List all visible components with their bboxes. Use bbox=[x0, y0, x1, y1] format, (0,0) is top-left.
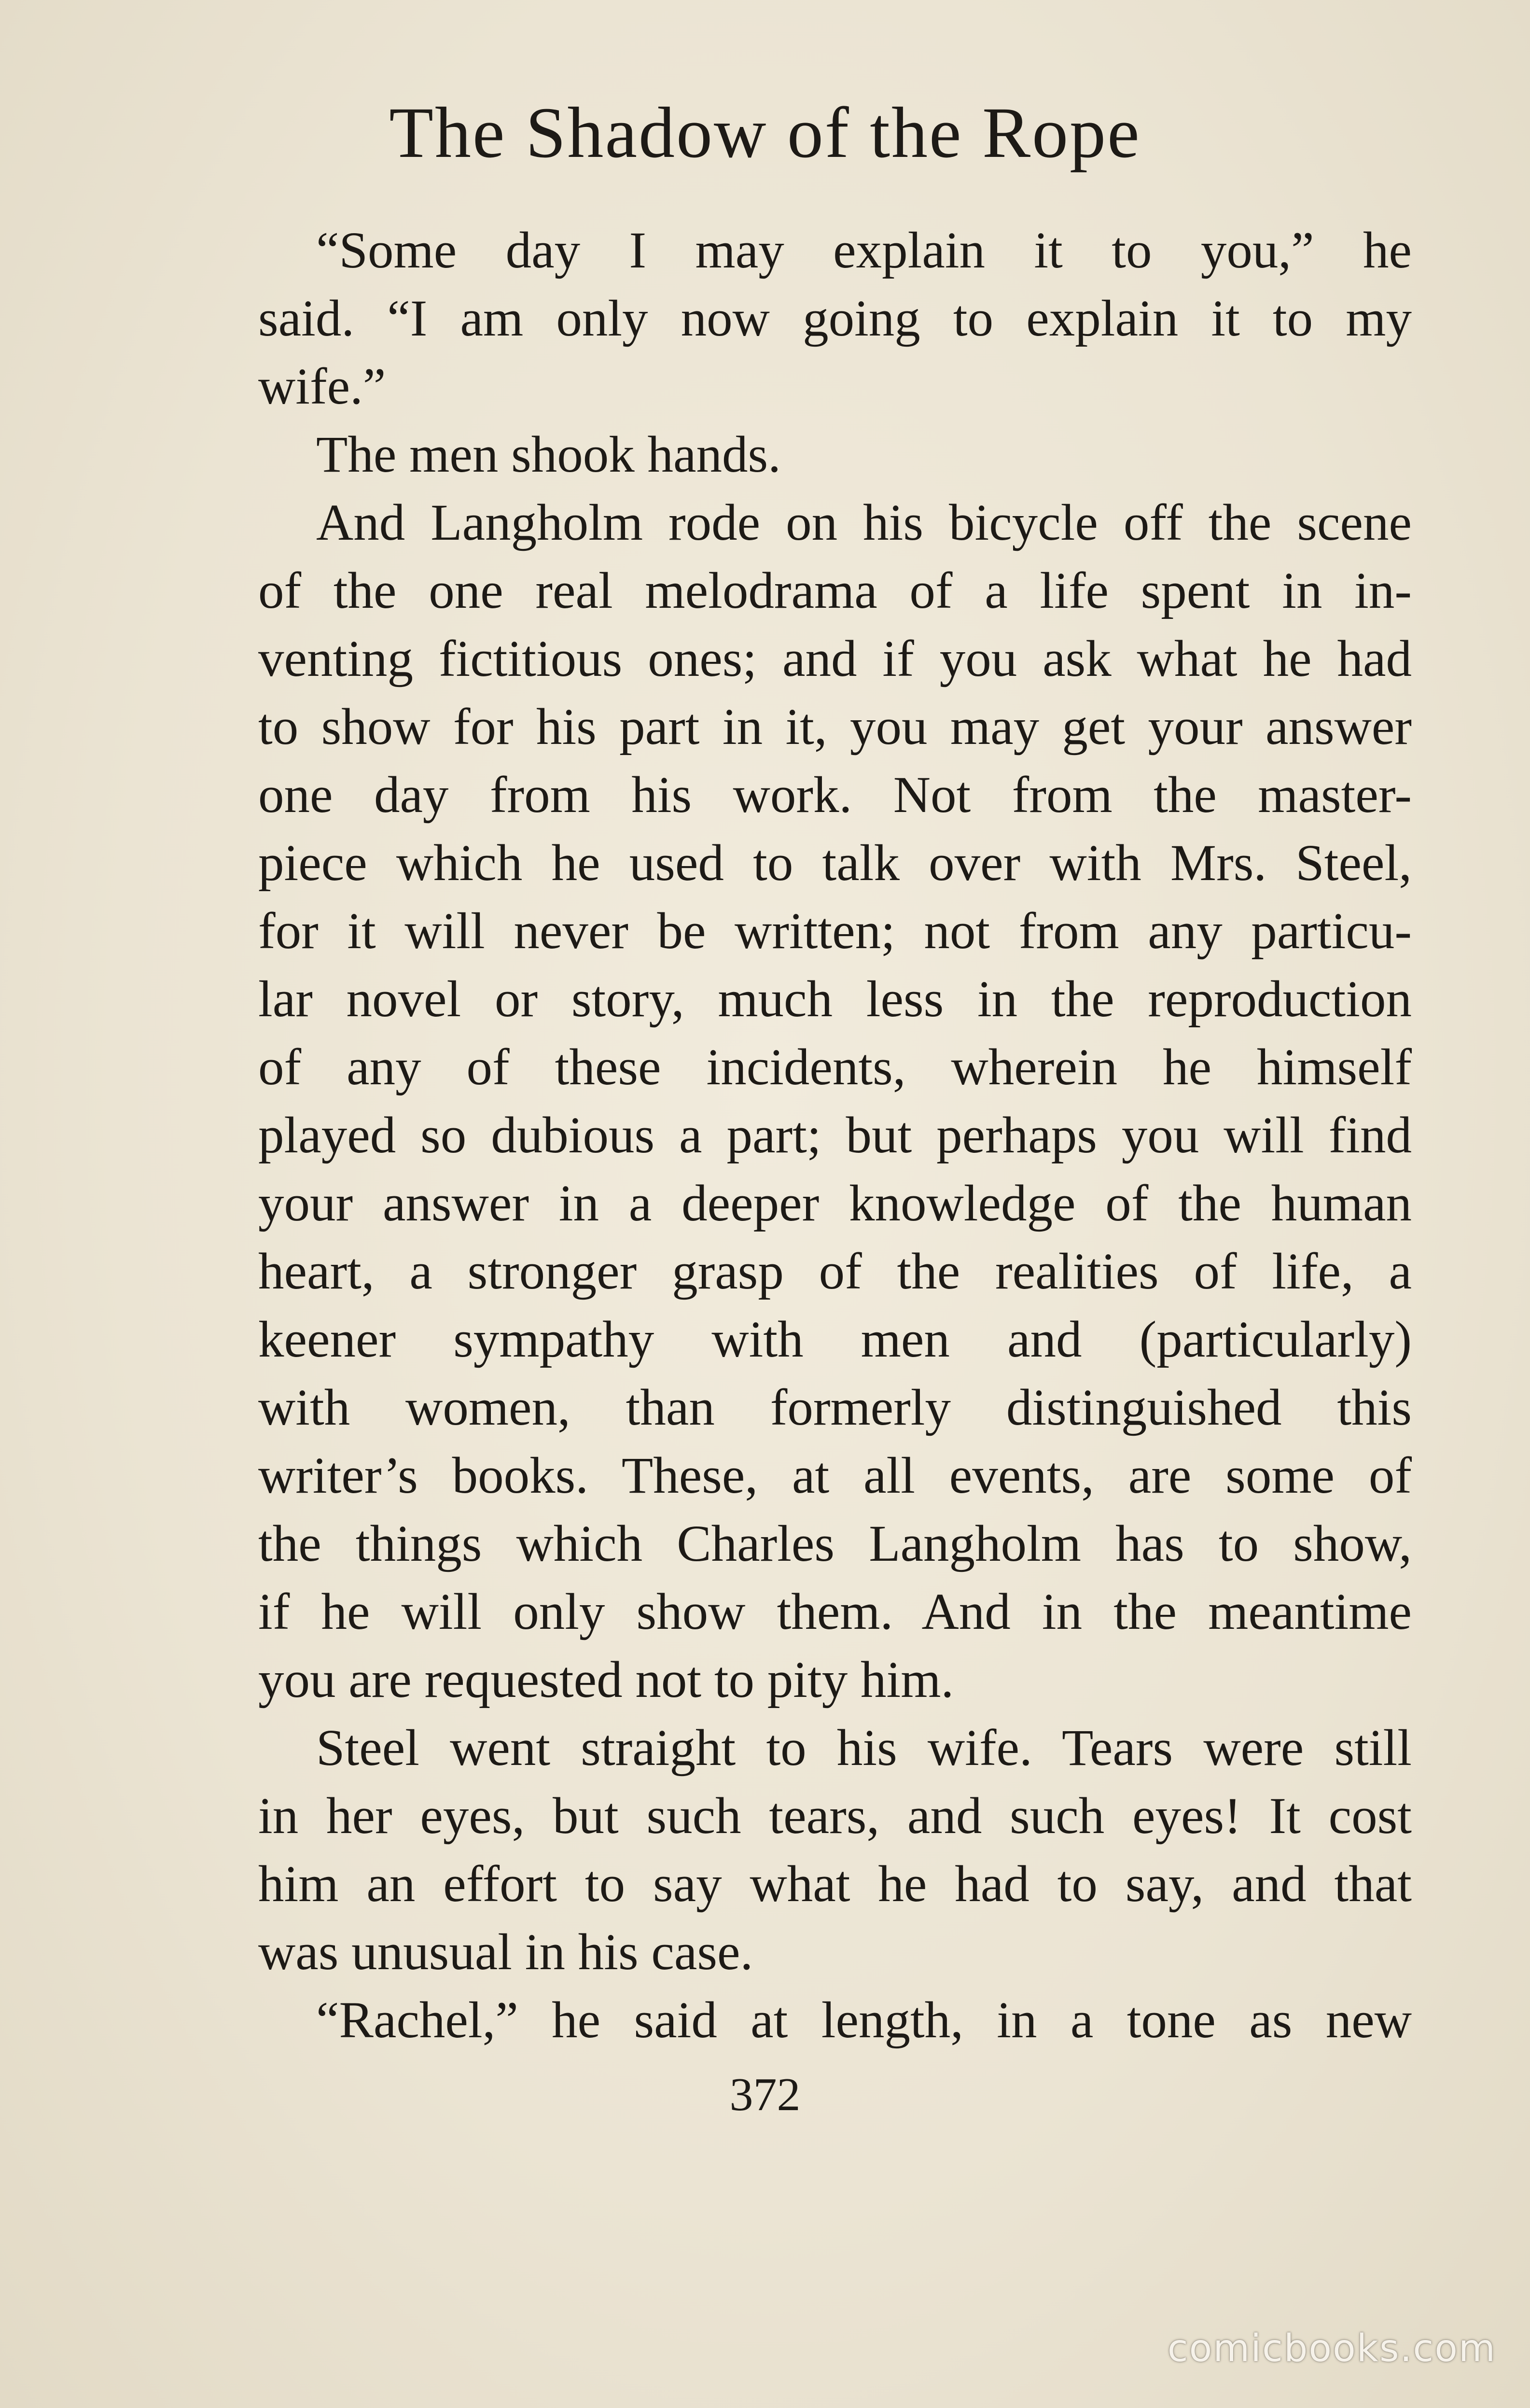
text-line: venting fictitious ones; and if you ask what he had bbox=[258, 630, 1412, 687]
text-line: for it will never be written; not from any particu- bbox=[258, 903, 1412, 960]
text-line: in her eyes, but such tears, and such eyes! It cost bbox=[258, 1788, 1412, 1845]
text-line: him an effort to say what he had to say, and that bbox=[258, 1856, 1412, 1913]
text-line: the things which Charles Langholm has to show, bbox=[258, 1515, 1412, 1572]
text-line: was unusual in his case. bbox=[258, 1924, 753, 1981]
text-line: one day from his work. Not from the master- bbox=[258, 767, 1412, 824]
text-line: keener sympathy with men and (particularly) bbox=[258, 1311, 1412, 1368]
text-line: you are requested not to pity him. bbox=[258, 1652, 954, 1708]
text-line: The men shook hands. bbox=[316, 426, 781, 483]
text-line: with women, than formerly distinguished this bbox=[258, 1379, 1412, 1436]
body-text bbox=[258, 217, 1412, 2055]
watermark: comicbooks.com bbox=[1167, 2327, 1496, 2370]
text-line: heart, a stronger grasp of the realities of life, a bbox=[258, 1243, 1412, 1300]
text-line: of any of these incidents, wherein he himself bbox=[258, 1039, 1412, 1096]
page-number: 372 bbox=[729, 2069, 801, 2121]
text-line: to show for his part in it, you may get your answer bbox=[258, 699, 1412, 756]
text-line: writer’s books. These, at all events, are some of bbox=[258, 1447, 1412, 1504]
text-line: said. “I am only now going to explain it to my bbox=[258, 290, 1412, 347]
running-head: The Shadow of the Rope bbox=[389, 93, 1141, 173]
text-line: And Langholm rode on his bicycle off the scene bbox=[316, 494, 1412, 551]
text-line: piece which he used to talk over with Mrs. Steel, bbox=[258, 835, 1412, 892]
text-line: your answer in a deeper knowledge of the human bbox=[258, 1175, 1412, 1232]
text-line: Steel went straight to his wife. Tears were still bbox=[316, 1720, 1412, 1777]
text-line: wife.” bbox=[258, 358, 386, 415]
text-line: “Some day I may explain it to you,” he bbox=[316, 222, 1412, 279]
text-line: lar novel or story, much less in the reproduction bbox=[258, 971, 1412, 1028]
text-line: played so dubious a part; but perhaps you will find bbox=[258, 1107, 1412, 1164]
text-line: of the one real melodrama of a life spent in in- bbox=[258, 562, 1412, 619]
text-line: if he will only show them. And in the meantime bbox=[258, 1583, 1412, 1640]
text-line: “Rachel,” he said at length, in a tone as new bbox=[316, 1992, 1412, 2049]
